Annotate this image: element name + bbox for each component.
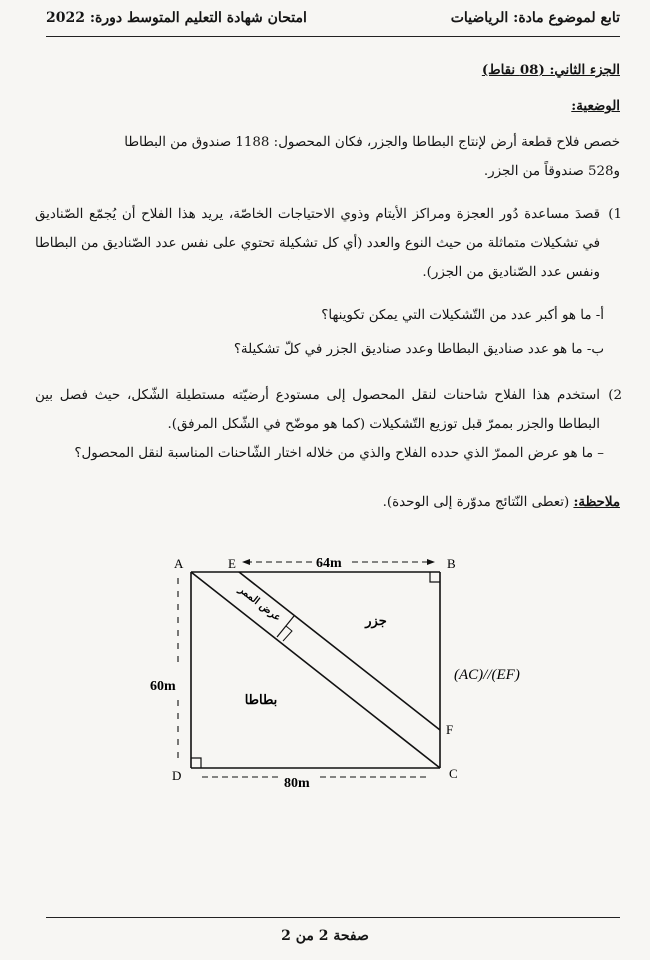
arrow-right-icon (427, 559, 435, 565)
subject-header: تابع لموضوع مادة: الرياضيات (450, 10, 620, 26)
region-carrot: جزر (365, 614, 387, 629)
situation-label: الوضعية: (571, 98, 620, 114)
label-f: F (446, 722, 454, 737)
label-a: A (174, 556, 184, 571)
right-angle-d (191, 758, 201, 768)
exam-header-title: امتحان شهادة التعليم المتوسط دورة: 2022 (46, 10, 307, 26)
page-number: صفحة 2 من 2 (281, 928, 369, 944)
q2-bullet: – ما هو عرض الممرّ الذي حدده الفلاح والذي من خلاله اختار الشّاحنات المناسبة لنقل المحصول؟ (74, 446, 604, 461)
label-d: D (172, 768, 182, 783)
q2-text: استخدم هذا الفلاح شاحنات لنقل المحصول إلى مستودع أرضيّته مستطيلة الشّكل، حيث فصل بين البطاطا والجزر بممرّ قبل توزيع التّشكيلات (كما هو موضّح في الشّكل المرفق). (35, 388, 600, 432)
intro-line-1: خصص فلاح قطعة أرض لإنتاج البطاطا والجزر، فكان المحصول: 1188 صندوق من البطاطا (124, 135, 620, 150)
line-ac (191, 572, 440, 768)
q1-number: 1) (608, 207, 622, 222)
q1-part-a: أ- ما هو أكبر عدد من التّشكيلات التي يمكن تكوينها؟ (321, 308, 604, 323)
dim-bottom-80m: 80m (284, 776, 310, 791)
note-text: (تعطى النّتائج مدوّرة إلى الوحدة). (382, 495, 570, 510)
path-width-segment (277, 616, 294, 637)
parallel-note: (AC)//(EF) (454, 667, 520, 683)
right-angle-b (430, 572, 440, 582)
note-label: ملاحظة: (573, 494, 620, 510)
q2-number: 2) (608, 388, 622, 403)
footer-divider (46, 917, 620, 918)
section-title: الجزء الثاني: (08 نقاط) (481, 62, 620, 78)
q1-part-b: ب- ما هو عدد صناديق البطاطا وعدد صناديق الجزر في كلّ تشكيلة؟ (233, 342, 604, 357)
label-e: E (228, 556, 236, 571)
arrow-left-icon (242, 559, 250, 565)
region-potato: بطاطا (244, 693, 278, 708)
dim-left-60m: 60m (150, 679, 176, 694)
label-b: B (447, 556, 456, 571)
path-width-label: عرض الممر (236, 584, 283, 624)
q1-text: قصدَ مساعدة دُور العجزة ومراكز الأيتام وذوي الاحتياجات الخاصّة، يريد هذا الفلاح أن يُجمّع الصّناديق في تشكيلات متماثلة من حيث النوع والعدد (أي كل تشكيلة تحتوي على نفس عدد الصّناديق من البطاطا ونفس عدد الصّناديق من الجزر). (35, 207, 600, 280)
label-c: C (449, 766, 458, 781)
dim-top-64m: 64m (316, 556, 342, 571)
intro-line-2: و528 صندوقاً من الجزر. (483, 164, 620, 179)
